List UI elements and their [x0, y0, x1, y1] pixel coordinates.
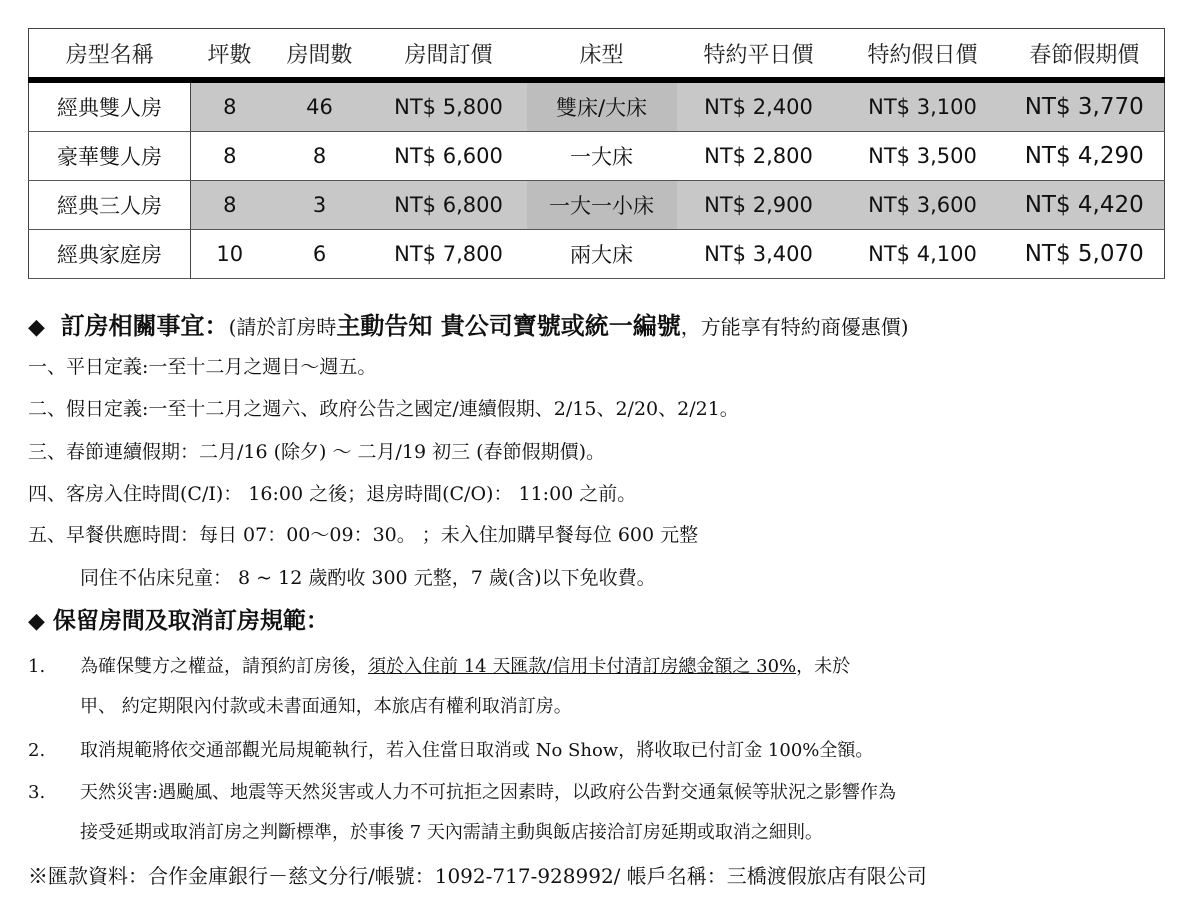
holiday-price-cell: NT$ 3,600 [841, 181, 1005, 230]
header-weekday-price: 特約平日價 [677, 29, 841, 81]
room-count-cell: 46 [269, 80, 371, 132]
header-room-type: 房型名稱 [29, 29, 191, 81]
size-cell: 8 [191, 80, 269, 132]
header-list-price: 房間訂價 [371, 29, 527, 81]
table-header-row [29, 29, 1165, 81]
item-text: 為確保雙方之權益，請預約訂房後， [80, 656, 368, 677]
new-year-price-cell: NT$ 4,420 [1005, 181, 1165, 230]
item-text: 天然災害:遇颱風、地震等天然災害或人力不可抗拒之因素時，以政府公告對交通氣候等狀況之影響作為 [80, 782, 897, 803]
new-year-price-cell: NT$ 3,770 [1005, 80, 1165, 132]
booking-item: 四、客房入住時間(C/I)： 16:00 之後；退房時間(C/O)： 11:00 之前。 [28, 483, 637, 505]
diamond-icon: ◆ [28, 609, 45, 634]
header-size: 坪數 [191, 29, 269, 81]
deposit-requirement: 須於入住前 14 天匯款/信用卡付清訂房總金額之 30% [368, 656, 797, 677]
holiday-price-cell: NT$ 3,100 [841, 80, 1005, 132]
table-row [29, 181, 1165, 230]
booking-note-close: ，方能享有特約商優惠價) [680, 315, 909, 339]
bed-type-cell: 一大一小床 [527, 181, 677, 230]
cancellation-item-3 [28, 778, 896, 804]
cancellation-heading [28, 602, 329, 635]
cancellation-item-1 [28, 652, 850, 678]
room-count-cell: 8 [269, 132, 371, 181]
booking-note-open: (請於訂房時 [228, 315, 337, 339]
bed-type-cell: 兩大床 [527, 230, 677, 279]
header-bed-type: 床型 [527, 29, 677, 81]
table-row [29, 80, 1165, 132]
cancellation-item-3-cont: 接受延期或取消訂房之判斷標準，於事後 7 天內需請主動與飯店接洽訂房延期或取消之細則。 [80, 822, 823, 843]
room-rate-table [28, 28, 1165, 279]
size-cell: 10 [191, 230, 269, 279]
room-type-cell: 經典三人房 [29, 181, 191, 230]
holiday-price-cell: NT$ 4,100 [841, 230, 1005, 279]
room-type-cell: 經典雙人房 [29, 80, 191, 132]
header-holiday-price: 特約假日價 [841, 29, 1005, 81]
room-count-cell: 6 [269, 230, 371, 279]
bed-type-cell: 一大床 [527, 132, 677, 181]
header-new-year-price: 春節假期價 [1005, 29, 1165, 81]
bed-type-cell: 雙床/大床 [527, 80, 677, 132]
cancellation-title: 保留房間及取消訂房規範： [52, 607, 329, 634]
booking-item: 三、春節連續假期：二月/16 (除夕) ～ 二月/19 初三 (春節假期價)。 [28, 441, 606, 463]
booking-item: 同住不佔床兒童： 8 ~ 12 歲酌收 300 元整，7 歲(含)以下免收費。 [80, 567, 656, 589]
diamond-icon: ◆ [28, 315, 45, 340]
weekday-price-cell: NT$ 2,400 [677, 80, 841, 132]
header-room-count: 房間數 [269, 29, 371, 81]
size-cell: 8 [191, 132, 269, 181]
room-type-cell: 經典家庭房 [29, 230, 191, 279]
item-text: 取消規範將依交通部觀光局規範執行，若入住當日取消或 No Show，將收取已付訂金 100%全額。 [80, 740, 874, 761]
table-row [29, 132, 1165, 181]
new-year-price-cell: NT$ 5,070 [1005, 230, 1165, 279]
item-number: 3. [28, 782, 46, 803]
new-year-price-cell: NT$ 4,290 [1005, 132, 1165, 181]
booking-title: 訂房相關事宜： [60, 311, 229, 340]
remittance-info: ※匯款資料：合作金庫銀行－慈文分行/帳號：1092-717-928992/ 帳戶名稱：三橋渡假旅店有限公司 [28, 864, 927, 888]
item-number: 2. [28, 740, 46, 761]
room-count-cell: 3 [269, 181, 371, 230]
item-number: 1. [28, 656, 46, 677]
weekday-price-cell: NT$ 3,400 [677, 230, 841, 279]
item-text: ，未於 [796, 656, 851, 677]
table-row [29, 230, 1165, 279]
cancellation-item-1-cont: 甲、 約定期限內付款或未書面通知，本旅店有權利取消訂房。 [80, 696, 572, 717]
booking-heading [28, 306, 909, 341]
booking-note-bold: 主動告知 貴公司寶號或統一編號 [336, 311, 681, 340]
cancellation-item-2 [28, 736, 873, 762]
size-cell: 8 [191, 181, 269, 230]
weekday-price-cell: NT$ 2,800 [677, 132, 841, 181]
booking-item: 二、假日定義:一至十二月之週六、政府公告之國定/連續假期、2/15、2/20、2/21。 [28, 398, 739, 420]
list-price-cell: NT$ 7,800 [371, 230, 527, 279]
booking-item: 五、早餐供應時間：每日 07：00～09：30。 ；未入住加購早餐每位 600 元整 [28, 524, 699, 546]
holiday-price-cell: NT$ 3,500 [841, 132, 1005, 181]
list-price-cell: NT$ 6,800 [371, 181, 527, 230]
room-type-cell: 豪華雙人房 [29, 132, 191, 181]
weekday-price-cell: NT$ 2,900 [677, 181, 841, 230]
list-price-cell: NT$ 6,600 [371, 132, 527, 181]
booking-item: 一、平日定義:一至十二月之週日～週五。 [28, 356, 377, 378]
list-price-cell: NT$ 5,800 [371, 80, 527, 132]
